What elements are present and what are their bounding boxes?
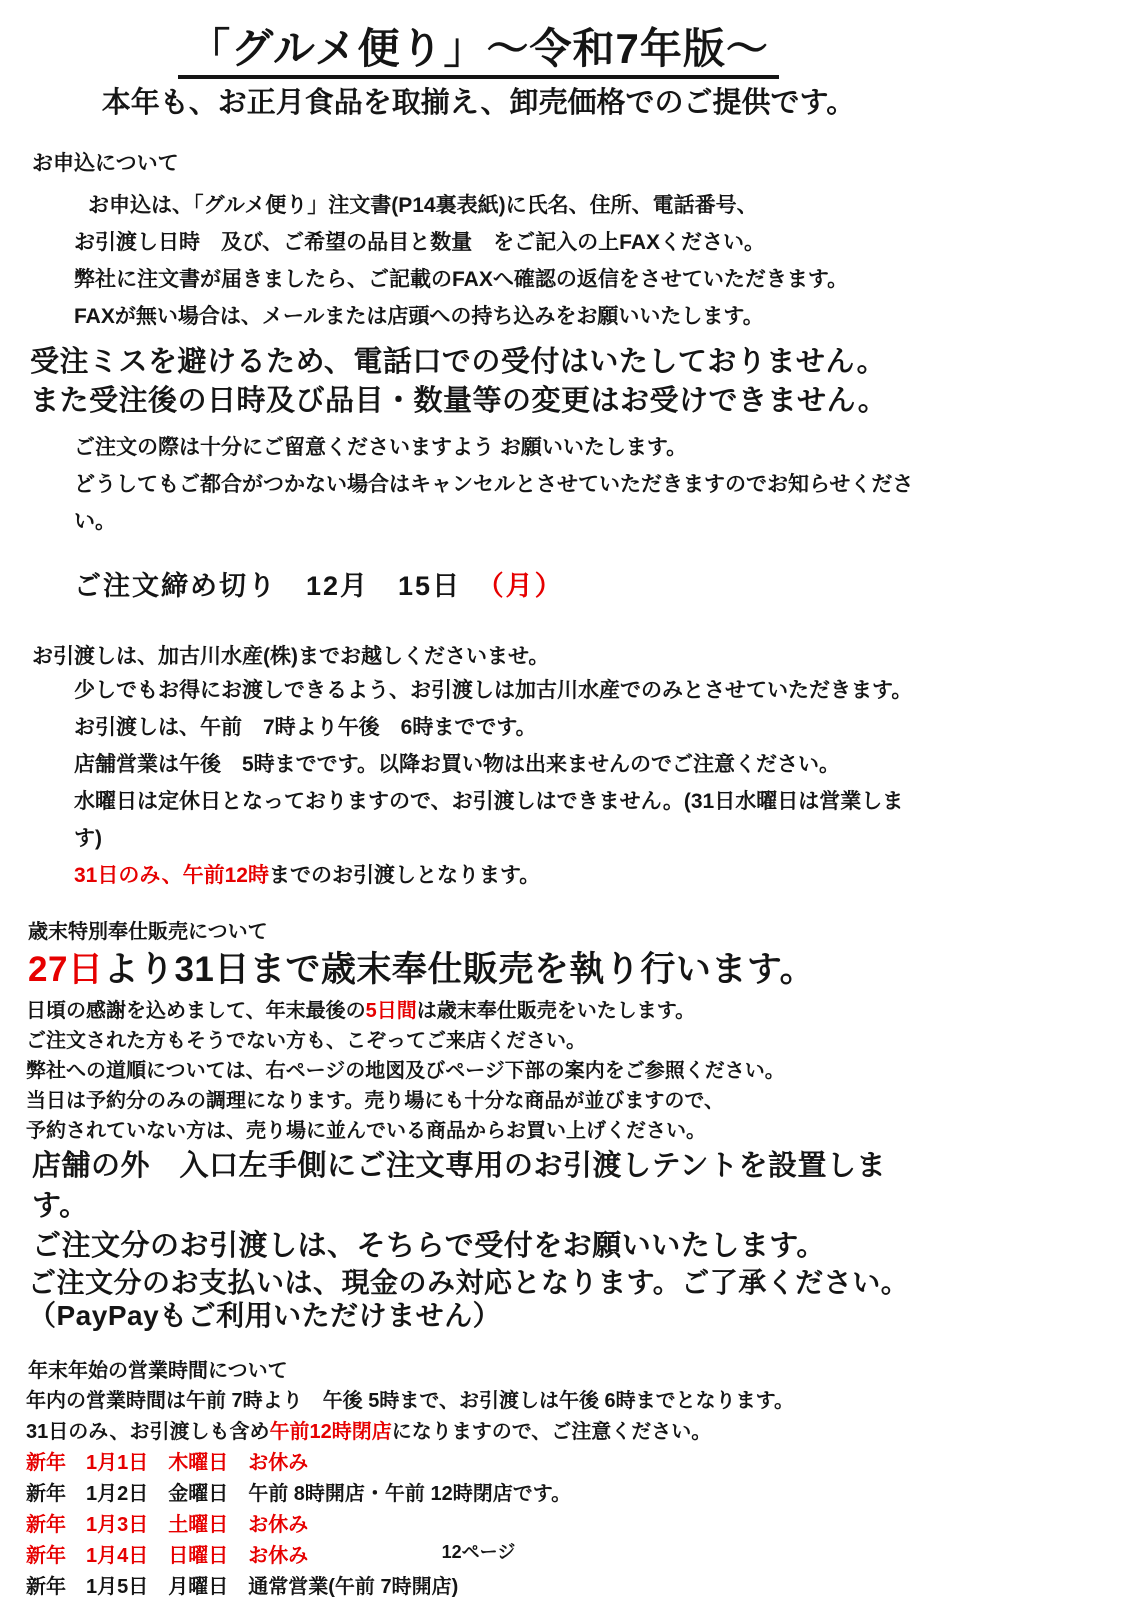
handover-line-5-rest: までのお引渡しとなります。 [268, 864, 541, 887]
hours-line-2 [26, 1417, 931, 1448]
schedule-jan3: 新年 1月3日 土曜日 お休み [26, 1514, 309, 1536]
order-deadline [74, 566, 931, 606]
page-subtitle: 本年も、お正月食品を取揃え、卸売価格でのご提供です。 [101, 87, 856, 119]
page-number: 12ページ [441, 1542, 516, 1562]
schedule-jan5: 新年 1月5日 月曜日 通常営業(午前 7時開店) [26, 1576, 459, 1598]
hours-line-2-red: 午前12時閉店 [269, 1421, 392, 1443]
deadline-weekday: （月） [490, 571, 564, 601]
handover-line-3: 店舗営業は午後 5時までです。以降お買い物は出来ませんのでご注意ください。 [74, 753, 840, 776]
application-line-3: 弊社に注文書が届きましたら、ご記載のFAXへ確認の返信をさせていただきます。 [74, 268, 849, 291]
sale-banner-rest: より31日まで歳末奉仕販売を執り行います。 [103, 950, 816, 989]
sale-line-1-post: は歳末奉仕販売をいたします。 [416, 1000, 696, 1022]
tent-line-2: ご注文分のお引渡しは、そちらで受付をお願いいたします。 [32, 1230, 826, 1262]
sale-line-5: 予約されていない方は、売り場に並んでいる商品からお買い上げください。 [26, 1120, 706, 1142]
handover-heading: お引渡しは、加古川水産(株)までお越しくださいませ。 [32, 645, 550, 668]
tent-line-1: 店舗の外 入口左手側にご注文専用のお引渡しテントを設置します。 [32, 1150, 887, 1222]
sale-line-1 [26, 996, 931, 1026]
yearend-sale-banner [28, 948, 931, 992]
application-note-1: ご注文の際は十分にご留意くださいますよう お願いいたします。 [74, 436, 688, 459]
hours-line-2-post: になりますので、ご注意ください。 [391, 1421, 712, 1443]
hours-line-2-pre: 31日のみ、お引渡しも含め [26, 1421, 270, 1443]
title-row [26, 0, 931, 79]
application-line-2: お引渡し日時 及び、ご希望の品目と数量 をご記入の上FAXください。 [74, 231, 765, 254]
schedule-jan4: 新年 1月4日 日曜日 お休み [26, 1545, 309, 1567]
sale-line-1-pre: 日頃の感謝を込めまして、年末最後の [26, 1000, 366, 1022]
application-note-2: どうしてもご都合がつかない場合はキャンセルとさせていただきますのでお知らせください。 [74, 473, 914, 533]
application-heading: お申込について [32, 152, 179, 175]
hours-line-1: 年内の営業時間は午前 7時より 午後 5時まで、お引渡しは午後 6時までとなります。 [26, 1390, 795, 1412]
sale-banner-red: 27日 [28, 950, 104, 989]
sale-line-1-red: 5日間 [365, 1000, 417, 1022]
application-line-4: FAXが無い場合は、メールまたは店頭への持ち込みをお願いいたします。 [74, 305, 764, 328]
page-title: 「グルメ便り」～令和7年版～ [178, 24, 779, 79]
phone-warning-line-2: また受注後の日時及び品目・数量等の変更はお受けできません。 [30, 385, 888, 417]
deadline-label: ご注文締め切り 12月 15日 [74, 571, 491, 601]
phone-warning-line-1: 受注ミスを避けるため、電話口での受付はいたしておりません。 [30, 346, 887, 378]
newyear-hours-heading: 年末年始の営業時間について [28, 1360, 288, 1382]
section-application [26, 149, 931, 540]
handover-line-1: 少しでもお得にお渡しできるよう、お引渡しは加古川水産でのみとさせていただきます。 [74, 679, 913, 702]
payment-line-2: （PayPayもご利用いただけません） [28, 1300, 502, 1331]
sale-line-4: 当日は予約分のみの調理になります。売り場にも十分な商品が並びますので、 [26, 1090, 724, 1112]
sale-line-3: 弊社への道順については、右ページの地図及びページ下部の案内をご参照ください。 [26, 1060, 785, 1082]
handover-line-4: 水曜日は定休日となっておりますので、お引渡しはできません。(31日水曜日は営業します) [74, 790, 904, 850]
handover-line-2: お引渡しは、午前 7時より午後 6時までです。 [74, 716, 537, 739]
payment-line-1: ご注文分のお支払いは、現金のみ対応となります。ご了承ください。 [28, 1267, 910, 1298]
schedule-jan1: 新年 1月1日 木曜日 お休み [26, 1452, 309, 1474]
section-handover [26, 642, 931, 894]
application-line-1: お申込は、「グルメ便り」注文書(P14裏表紙)に氏名、住所、電話番号、 [88, 194, 758, 217]
section-yearend-sale [26, 918, 931, 1332]
schedule-jan2: 新年 1月2日 金曜日 午前 8時開店・午前 12時閉店です。 [26, 1483, 572, 1505]
sale-line-2: ご注文された方もそうでない方も、こぞってご来店ください。 [26, 1030, 586, 1052]
page-content [26, 0, 931, 1600]
yearend-sale-heading: 歳末特別奉仕販売について [28, 921, 268, 943]
handover-line-5-red: 31日のみ、午前12時 [74, 864, 269, 887]
handover-line-5 [74, 857, 931, 894]
